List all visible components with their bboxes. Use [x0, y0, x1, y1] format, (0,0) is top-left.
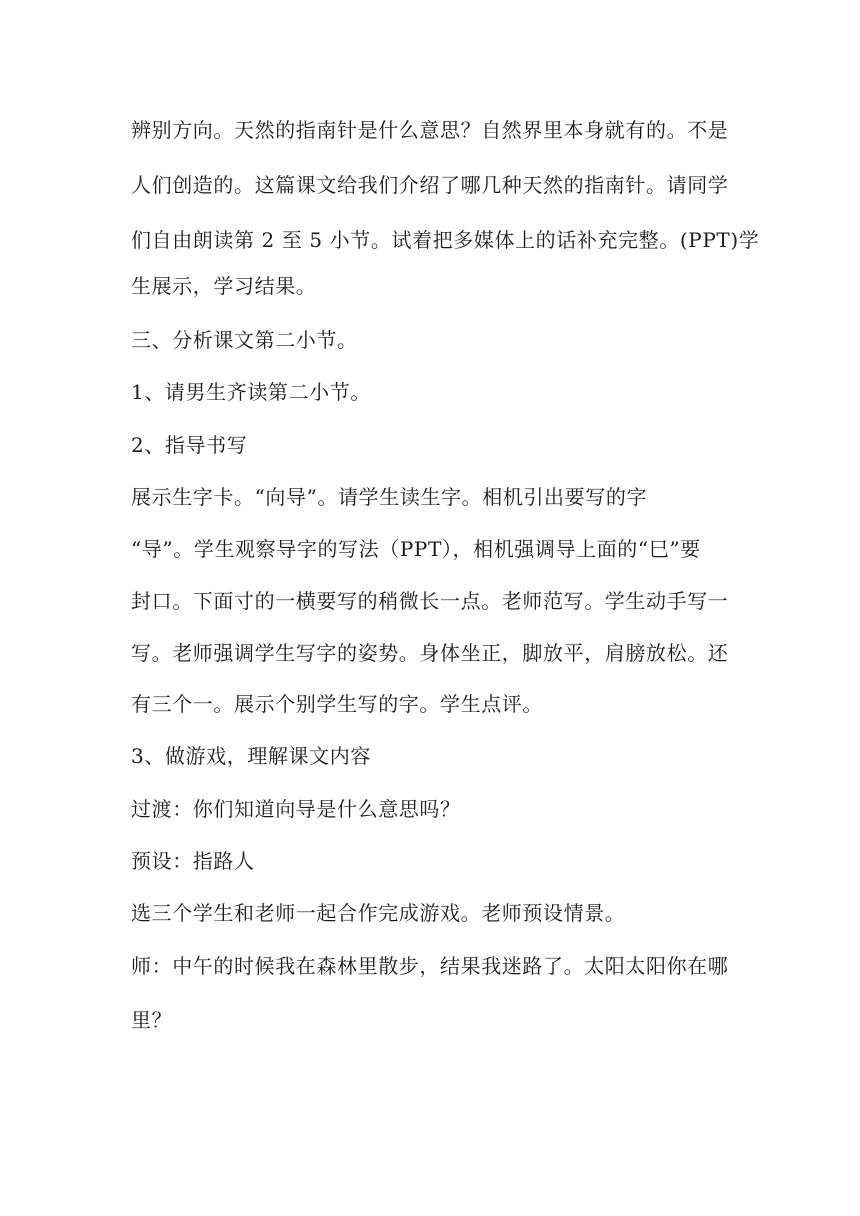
text-line: 1、请男生齐读第二小节。	[131, 380, 371, 404]
text-line: 里？	[131, 1008, 173, 1032]
text-line: 展示生字卡。“向导”。请学生读生字。相机引出要写的字	[131, 485, 648, 509]
text-line: 选三个学生和老师一起合作完成游戏。老师预设情景。	[131, 901, 626, 925]
section-heading: 三、分析课文第二小节。	[131, 328, 358, 352]
text-line: 们自由朗读第 2 至 5 小节。试着把多媒体上的话补充完整。(PPT)学	[131, 228, 760, 252]
text-line: 师：中午的时候我在森林里散步，结果我迷路了。太阳太阳你在哪	[131, 954, 729, 978]
text-line: 2、指导书写	[131, 433, 248, 457]
text-line: 封口。下面寸的一横要写的稍微长一点。老师范写。学生动手写一	[131, 589, 729, 613]
text-line: 3、做游戏，理解课文内容	[131, 744, 371, 768]
text-line: 生展示，学习结果。	[131, 274, 317, 298]
text-line: “导”。学生观察导字的写法（PPT），相机强调导上面的“巳”要	[131, 537, 701, 561]
text-line: 过渡：你们知道向导是什么意思吗？	[131, 797, 461, 821]
text-line: 辨别方向。天然的指南针是什么意思？自然界里本身就有的。不是	[131, 118, 729, 142]
text-line: 有三个一。展示个别学生写的字。学生点评。	[131, 692, 543, 716]
text-line: 写。老师强调学生写字的姿势。身体坐正，脚放平，肩膀放松。还	[131, 641, 729, 665]
text-line: 预设：指路人	[131, 849, 255, 873]
text-line: 人们创造的。这篇课文给我们介绍了哪几种天然的指南针。请同学	[131, 173, 729, 197]
